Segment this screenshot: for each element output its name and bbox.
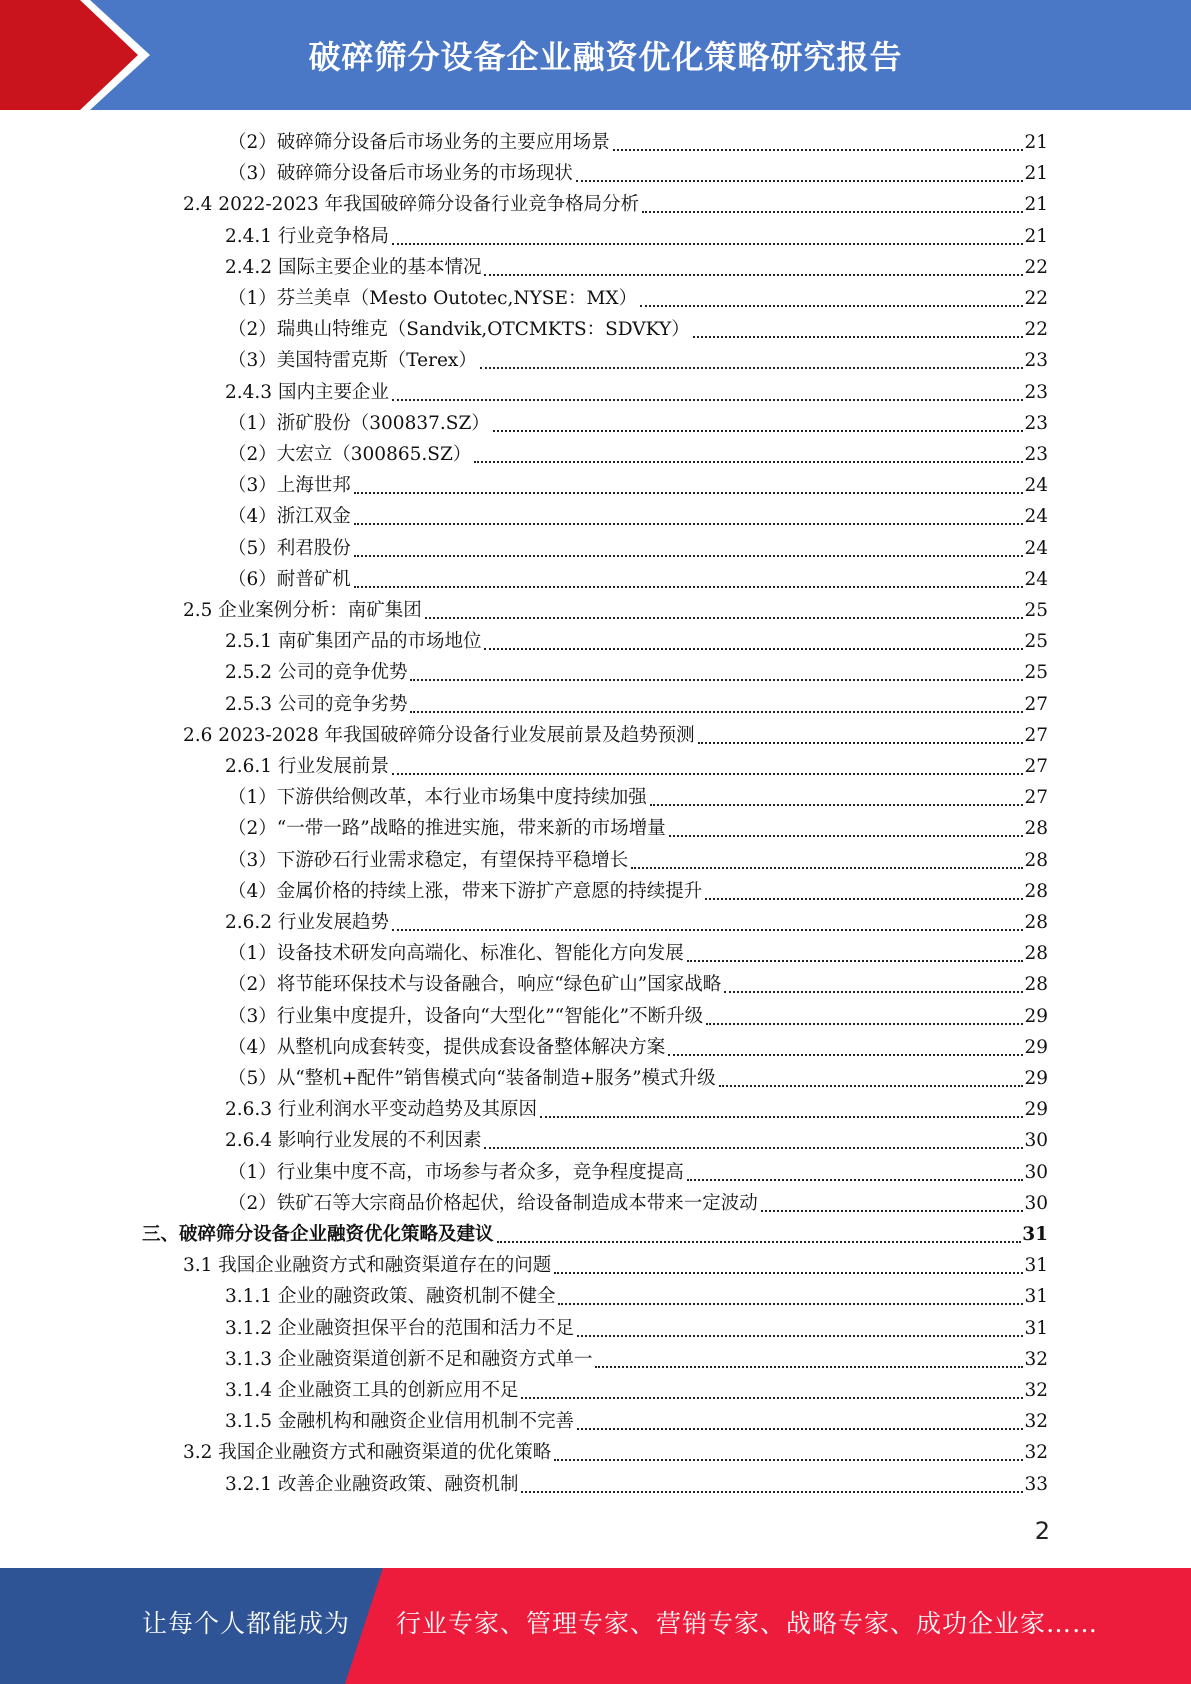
toc-dot-leader: [595, 1356, 1023, 1368]
toc-entry-page: 27: [1024, 756, 1048, 777]
toc-entry[interactable]: [228, 876, 1048, 907]
toc-dot-leader: [558, 1293, 1023, 1305]
toc-dot-leader: [521, 1481, 1023, 1493]
toc-dot-leader: [719, 1075, 1024, 1087]
toc-dot-leader: [392, 919, 1023, 931]
toc-entry[interactable]: [228, 501, 1048, 532]
toc-entry[interactable]: [183, 720, 1048, 751]
toc-entry-page: 28: [1024, 943, 1048, 964]
toc-entry-page: 29: [1024, 1006, 1048, 1027]
toc-dot-leader: [724, 981, 1023, 993]
toc-dot-leader: [576, 170, 1024, 182]
toc-dot-leader: [484, 264, 1023, 276]
toc-dot-leader: [705, 888, 1023, 900]
page-footer: [0, 1568, 1191, 1684]
toc-entry-page: 31: [1024, 1255, 1048, 1276]
toc-dot-leader: [613, 139, 1024, 151]
toc-dot-leader: [497, 1231, 1022, 1243]
toc-dot-leader: [687, 950, 1024, 962]
toc-entry-label: （3）上海世邦: [228, 475, 351, 496]
toc-entry[interactable]: [228, 564, 1048, 595]
toc-entry-label: 3.2.1 改善企业融资政策、融资机制: [225, 1474, 519, 1495]
toc-entry-label: （1）设备技术研发向高端化、标准化、智能化方向发展: [228, 943, 684, 964]
toc-entry[interactable]: [228, 127, 1048, 158]
toc-entry-page: 32: [1024, 1411, 1048, 1432]
toc-entry-label: （4）金属价格的持续上涨，带来下游扩产意愿的持续提升: [228, 881, 703, 902]
toc-entry[interactable]: [225, 1375, 1048, 1406]
toc-entry-page: 31: [1024, 1318, 1048, 1339]
toc-entry-label: （4）浙江双金: [228, 506, 351, 527]
toc-dot-leader: [554, 1262, 1023, 1274]
toc-entry-page: 24: [1024, 475, 1048, 496]
toc-dot-leader: [392, 233, 1023, 245]
toc-dot-leader: [631, 857, 1023, 869]
toc-entry[interactable]: [228, 1188, 1048, 1219]
toc-entry-page: 28: [1024, 974, 1048, 995]
toc-entry-label: 2.4.2 国际主要企业的基本情况: [225, 257, 482, 278]
toc-entry-page: 24: [1024, 506, 1048, 527]
toc-entry[interactable]: [228, 470, 1048, 501]
toc-entry[interactable]: [228, 1063, 1048, 1094]
toc-entry-label: （1）浙矿股份（300837.SZ）: [228, 413, 490, 434]
toc-entry-label: 2.4.1 行业竞争格局: [225, 226, 389, 247]
toc-entry-page: 28: [1024, 850, 1048, 871]
toc-dot-leader: [577, 1418, 1023, 1430]
toc-dot-leader: [693, 326, 1024, 338]
toc-entry-label: 2.6.4 影响行业发展的不利因素: [225, 1130, 482, 1151]
toc-entry-label: （2）铁矿石等大宗商品价格起伏，给设备制造成本带来一定波动: [228, 1193, 758, 1214]
toc-entry-label: 2.6.2 行业发展趋势: [225, 912, 389, 933]
toc-entry-label: （2）破碎筛分设备后市场业务的主要应用场景: [228, 132, 610, 153]
toc-entry[interactable]: [228, 782, 1048, 813]
toc-dot-leader: [761, 1200, 1024, 1212]
toc-entry[interactable]: [225, 1406, 1048, 1437]
toc-dot-leader: [484, 638, 1023, 650]
toc-entry[interactable]: [228, 938, 1048, 969]
toc-entry-label: 2.6.3 行业利润水平变动趋势及其原因: [225, 1099, 537, 1120]
toc-entry-label: 3.1.3 企业融资渠道创新不足和融资方式单一: [225, 1349, 593, 1370]
toc-entry-label: （5）利君股份: [228, 538, 351, 559]
toc-entry-label: （2）“一带一路”战略的推进实施，带来新的市场增量: [228, 818, 666, 839]
toc-entry-page: 32: [1024, 1380, 1048, 1401]
toc-entry[interactable]: [225, 1125, 1048, 1156]
toc-entry-page: 23: [1024, 444, 1048, 465]
report-title: 破碎筛分设备企业融资优化策略研究报告: [308, 38, 903, 76]
toc-entry[interactable]: [228, 845, 1048, 876]
toc-entry-label: 3.1.4 企业融资工具的创新应用不足: [225, 1380, 519, 1401]
page-number: 2: [1034, 1517, 1050, 1545]
toc-entry-label: 2.5.3 公司的竞争劣势: [225, 694, 408, 715]
toc-entry[interactable]: [183, 595, 1048, 626]
toc-entry-page: 32: [1024, 1442, 1048, 1463]
toc-entry-label: （3）行业集中度提升，设备向“大型化”“智能化”不断升级: [228, 1006, 704, 1027]
toc-dot-leader: [410, 701, 1023, 713]
toc-dot-leader: [640, 295, 1023, 307]
toc-entry[interactable]: [225, 689, 1048, 720]
toc-entry[interactable]: [228, 1001, 1048, 1032]
toc-entry-label: （4）从整机向成套转变，提供成套设备整体解决方案: [228, 1037, 666, 1058]
toc-dot-leader: [480, 357, 1024, 369]
toc-entry[interactable]: [225, 221, 1048, 252]
toc-entry-page: 21: [1024, 163, 1048, 184]
toc-entry-label: 三、破碎筛分设备企业融资优化策略及建议: [142, 1224, 494, 1245]
toc-entry[interactable]: [225, 1469, 1048, 1500]
header-arrow-decoration: [0, 0, 150, 110]
toc-entry-page: 25: [1024, 631, 1048, 652]
toc-entry-page: 25: [1024, 600, 1048, 621]
toc-entry[interactable]: [228, 408, 1048, 439]
toc-entry-label: 2.6 2023-2028 年我国破碎筛分设备行业发展前景及趋势预测: [183, 725, 695, 746]
toc-entry[interactable]: [225, 252, 1048, 283]
toc-dot-leader: [669, 825, 1024, 837]
toc-entry-page: 21: [1024, 132, 1048, 153]
toc-entry[interactable]: [228, 314, 1048, 345]
toc-entry[interactable]: [228, 969, 1048, 1000]
toc-entry[interactable]: [228, 1032, 1048, 1063]
toc-entry-label: 3.1.1 企业的融资政策、融资机制不健全: [225, 1286, 556, 1307]
toc-entry-label: 2.4 2022-2023 年我国破碎筛分设备行业竞争格局分析: [183, 194, 640, 215]
toc-entry[interactable]: [183, 1437, 1048, 1468]
toc-entry[interactable]: [225, 1344, 1048, 1375]
toc-entry[interactable]: [225, 626, 1048, 657]
toc-entry-label: （3）破碎筛分设备后市场业务的市场现状: [228, 163, 573, 184]
toc-entry-page: 27: [1024, 787, 1048, 808]
toc-entry-page: 33: [1024, 1474, 1048, 1495]
toc-entry-page: 22: [1024, 257, 1048, 278]
toc-entry-page: 27: [1024, 725, 1048, 746]
toc-entry-page: 22: [1024, 319, 1048, 340]
toc-entry[interactable]: [228, 439, 1048, 470]
toc-entry[interactable]: [225, 1313, 1048, 1344]
toc-entry-label: 3.1 我国企业融资方式和融资渠道存在的问题: [183, 1255, 552, 1276]
toc-entry-page: 24: [1024, 538, 1048, 559]
toc-entry-page: 28: [1024, 881, 1048, 902]
toc-entry-label: 2.5 企业案例分析：南矿集团: [183, 600, 422, 621]
toc-entry-page: 29: [1024, 1099, 1048, 1120]
toc-dot-leader: [392, 389, 1023, 401]
toc-entry-label: （3）美国特雷克斯（Terex）: [228, 350, 477, 371]
toc-dot-leader: [354, 482, 1024, 494]
toc-entry-page: 23: [1024, 413, 1048, 434]
toc-dot-leader: [554, 1449, 1023, 1461]
toc-entry-label: （5）从“整机+配件”销售模式向“装备制造+服务”模式升级: [228, 1068, 716, 1089]
page-header: [0, 0, 1191, 110]
toc-dot-leader: [354, 576, 1024, 588]
toc-entry-page: 30: [1024, 1130, 1048, 1151]
toc-dot-leader: [493, 420, 1024, 432]
toc-entry-page: 31: [1022, 1224, 1048, 1245]
toc-entry-page: 32: [1024, 1349, 1048, 1370]
footer-roles: 行业专家、管理专家、营销专家、战略专家、成功企业家……: [396, 1609, 1099, 1638]
toc-entry-label: 3.2 我国企业融资方式和融资渠道的优化策略: [183, 1442, 552, 1463]
toc-entry-page: 28: [1024, 818, 1048, 839]
toc-entry[interactable]: [225, 657, 1048, 688]
toc-entry-page: 23: [1024, 382, 1048, 403]
toc-dot-leader: [484, 1137, 1023, 1149]
toc-entry-label: 2.5.2 公司的竞争优势: [225, 662, 408, 683]
toc-entry-page: 29: [1024, 1068, 1048, 1089]
toc-entry[interactable]: [225, 1094, 1048, 1125]
toc-entry-label: （6）耐普矿机: [228, 569, 351, 590]
toc-dot-leader: [521, 1387, 1023, 1399]
toc-entry-page: 30: [1024, 1162, 1048, 1183]
toc-entry-label: （1）芬兰美卓（Mesto Outotec,NYSE：MX）: [228, 288, 638, 309]
toc-entry[interactable]: [228, 158, 1048, 189]
footer-slogan: 让每个人都能成为: [142, 1609, 351, 1638]
toc-dot-leader: [706, 1013, 1023, 1025]
toc-entry-label: 3.1.2 企业融资担保平台的范围和活力不足: [225, 1318, 574, 1339]
toc-entry[interactable]: [142, 1219, 1048, 1250]
toc-entry[interactable]: [183, 1250, 1048, 1281]
toc-entry-page: 29: [1024, 1037, 1048, 1058]
toc-entry[interactable]: [183, 189, 1048, 220]
toc-entry-page: 24: [1024, 569, 1048, 590]
toc-entry-page: 31: [1024, 1286, 1048, 1307]
toc-dot-leader: [540, 1106, 1023, 1118]
toc-entry-label: （2）将节能环保技术与设备融合，响应“绿色矿山”国家战略: [228, 974, 722, 995]
toc-entry[interactable]: [228, 813, 1048, 844]
toc-dot-leader: [392, 763, 1023, 775]
toc-entry-page: 21: [1024, 194, 1048, 215]
toc-entry-page: 27: [1024, 694, 1048, 715]
toc-dot-leader: [650, 794, 1024, 806]
toc-entry-label: （2）瑞典山特维克（Sandvik,OTCMKTS：SDVKY）: [228, 319, 690, 340]
toc-dot-leader: [354, 545, 1024, 557]
toc-entry-page: 23: [1024, 350, 1048, 371]
toc-dot-leader: [354, 513, 1024, 525]
toc-entry-label: （1）下游供给侧改革，本行业市场集中度持续加强: [228, 787, 647, 808]
toc-entry-label: 2.4.3 国内主要企业: [225, 382, 389, 403]
toc-entry-page: 22: [1024, 288, 1048, 309]
toc-entry-label: 3.1.5 金融机构和融资企业信用机制不完善: [225, 1411, 574, 1432]
toc-entry[interactable]: [225, 751, 1048, 782]
toc-entry-label: （3）下游砂石行业需求稳定，有望保持平稳增长: [228, 850, 629, 871]
toc-entry-label: 2.5.1 南矿集团产品的市场地位: [225, 631, 482, 652]
toc-dot-leader: [668, 1044, 1023, 1056]
toc-entry-label: （1）行业集中度不高，市场参与者众多，竞争程度提高: [228, 1162, 684, 1183]
toc-dot-leader: [474, 451, 1023, 463]
toc-entry[interactable]: [228, 345, 1048, 376]
toc-entry-page: 30: [1024, 1193, 1048, 1214]
toc-dot-leader: [642, 201, 1023, 213]
toc-dot-leader: [425, 607, 1024, 619]
toc-entry-page: 28: [1024, 912, 1048, 933]
toc-entry[interactable]: [228, 1157, 1048, 1188]
toc-entry[interactable]: [228, 283, 1048, 314]
toc-dot-leader: [577, 1325, 1023, 1337]
toc-entry[interactable]: [225, 377, 1048, 408]
toc-entry[interactable]: [228, 533, 1048, 564]
toc-dot-leader: [410, 669, 1023, 681]
toc-entry-page: 21: [1024, 226, 1048, 247]
toc-entry-page: 25: [1024, 662, 1048, 683]
toc-entry[interactable]: [225, 1281, 1048, 1312]
toc-entry-label: （2）大宏立（300865.SZ）: [228, 444, 472, 465]
toc-dot-leader: [698, 732, 1024, 744]
toc-entry[interactable]: [225, 907, 1048, 938]
toc-entry-label: 2.6.1 行业发展前景: [225, 756, 389, 777]
toc-dot-leader: [687, 1169, 1024, 1181]
